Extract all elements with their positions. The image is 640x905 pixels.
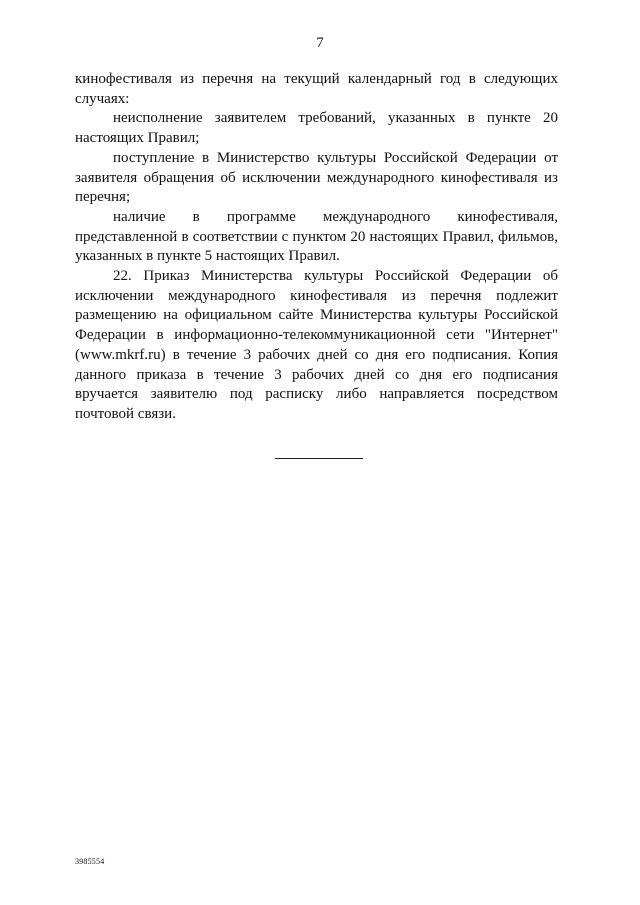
paragraph-nonfulfillment: неисполнение заявителем требований, указанных в пункте 20 настоящих Правил; [75,110,558,147]
paragraph-22-order-publication: 22. Приказ Министерства культуры Российской Федерации об исключении международного кинофестиваля из перечня подлежит размещению на официальном сайте Министерства культуры Российской Федерации в информационно-телекоммуникационной сети "Интернет" (www.mkrf.ru) в течение 3 рабочих дней со дня его подписания. Копия данного приказа в течение 3 рабочих дней со дня его подписания вручается заявителю под расписку либо направляется посредством почтовой связи. [75,268,558,422]
end-separator-line [275,458,363,459]
document-body [75,70,558,425]
page-number: 7 [316,35,324,51]
paragraph-applicant-request: поступление в Министерство культуры Российской Федерации от заявителя обращения об исключении международного кинофестиваля из перечня; [75,149,558,206]
paragraph-continuation: кинофестиваля из перечня на текущий календарный год в следующих случаях: [75,71,558,107]
paragraph-films-in-program: наличие в программе международного кинофестиваля, представленной в соответствии с пунктом 20 настоящих Правил, фильмов, указанных в пункте 5 настоящих Правил. [75,208,558,265]
document-id: 3985554 [75,857,105,866]
